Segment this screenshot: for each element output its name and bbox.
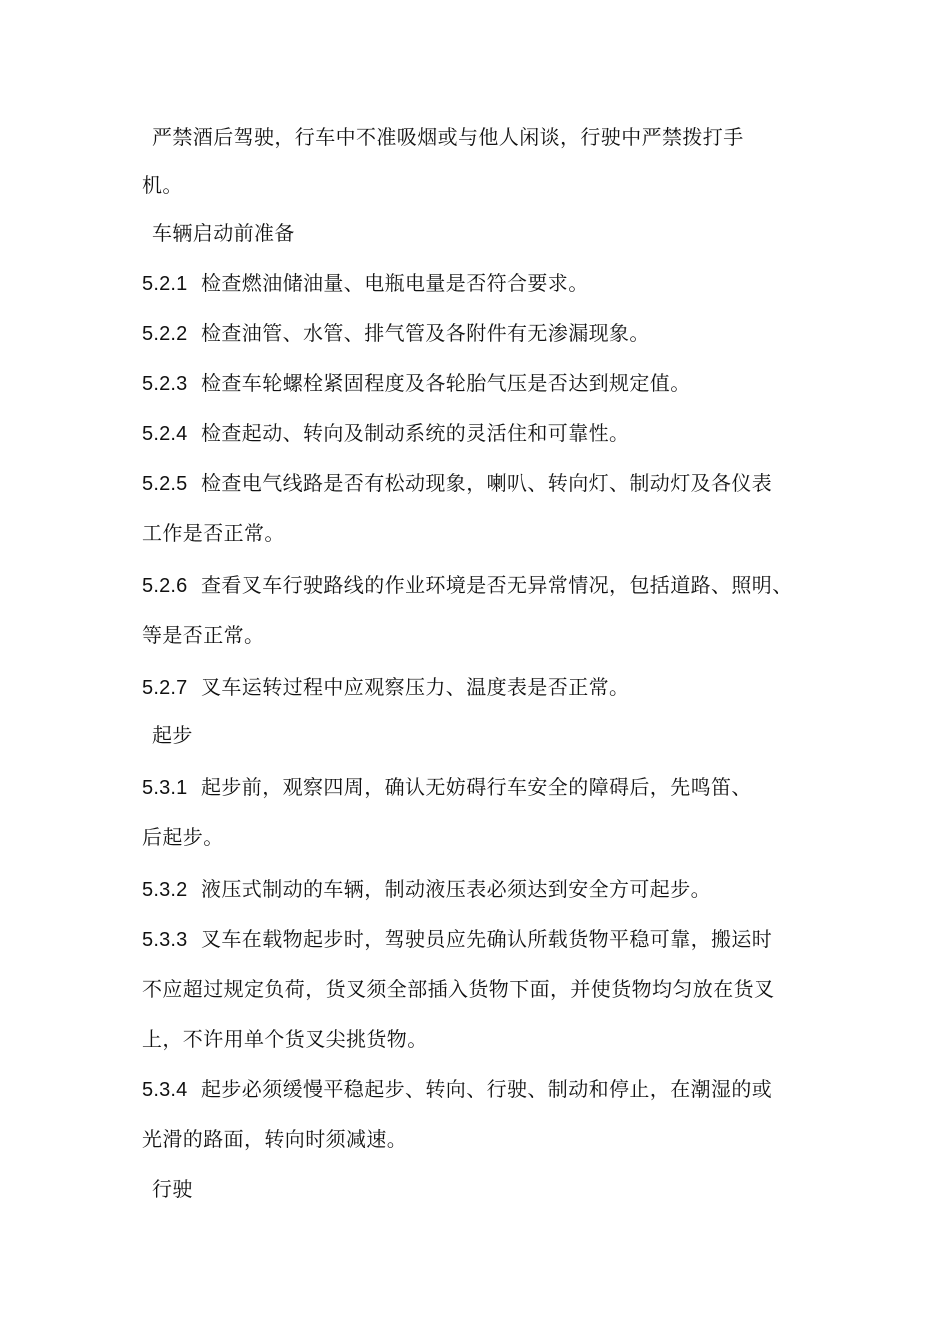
item-text: 检查燃油储油量、电瓶电量是否符合要求。 (201, 271, 589, 295)
item-number: 5.2.2 (142, 323, 188, 345)
list-item (142, 1076, 772, 1103)
item-text: 液压式制动的车辆，制动液压表必须达到安全方可起步。 (201, 877, 711, 901)
list-item (142, 420, 629, 447)
list-item (142, 370, 691, 397)
list-item-continuation: 不应超过规定负荷，货叉须全部插入货物下面，并使货物均匀放在货叉 (142, 977, 775, 1001)
section-heading-start: 起步 (152, 723, 193, 747)
item-text: 检查油管、水管、排气管及各附件有无渗漏现象。 (201, 321, 650, 345)
list-item (142, 674, 629, 701)
list-item-continuation: 等是否正常。 (142, 623, 265, 647)
item-text: 检查起动、转向及制动系统的灵活住和可靠性。 (201, 421, 630, 445)
list-item-continuation: 工作是否正常。 (142, 521, 285, 545)
section-heading-prep: 车辆启动前准备 (152, 221, 295, 245)
list-item-continuation: 后起步。 (142, 825, 224, 849)
list-item (142, 774, 752, 801)
item-number: 5.2.7 (142, 677, 188, 699)
item-text: 起步前，观察四周，确认无妨碍行车安全的障碍后，先鸣笛、 (201, 775, 752, 799)
item-number: 5.2.6 (142, 575, 188, 597)
list-item (142, 270, 589, 297)
item-number: 5.3.2 (142, 879, 188, 901)
list-item (142, 572, 793, 599)
item-number: 5.2.5 (142, 473, 188, 495)
list-item-continuation: 光滑的路面，转向时须减速。 (142, 1127, 408, 1151)
item-number: 5.3.3 (142, 929, 188, 951)
paragraph-line: 严禁酒后驾驶，行车中不准吸烟或与他人闲谈，行驶中严禁拨打手 (152, 125, 744, 149)
item-text: 检查车轮螺栓紧固程度及各轮胎气压是否达到规定值。 (201, 371, 691, 395)
list-item (142, 320, 650, 347)
item-text: 叉车在载物起步时，驾驶员应先确认所载货物平稳可靠，搬运时 (201, 927, 773, 951)
list-item (142, 926, 772, 953)
section-heading-drive: 行驶 (152, 1177, 193, 1201)
item-number: 5.2.1 (142, 273, 188, 295)
list-item (142, 470, 772, 497)
item-number: 5.3.1 (142, 777, 188, 799)
list-item-continuation: 上，不许用单个货叉尖挑货物。 (142, 1027, 428, 1051)
item-text: 起步必须缓慢平稳起步、转向、行驶、制动和停止，在潮湿的或 (201, 1077, 773, 1101)
item-text: 检查电气线路是否有松动现象，喇叭、转向灯、制动灯及各仪表 (201, 471, 773, 495)
paragraph-line: 机。 (142, 173, 183, 197)
item-number: 5.2.3 (142, 373, 188, 395)
item-text: 叉车运转过程中应观察压力、温度表是否正常。 (201, 675, 630, 699)
list-item (142, 876, 711, 903)
item-text: 查看叉车行驶路线的作业环境是否无异常情况，包括道路、照明、 (201, 573, 793, 597)
item-number: 5.2.4 (142, 423, 188, 445)
item-number: 5.3.4 (142, 1079, 188, 1101)
